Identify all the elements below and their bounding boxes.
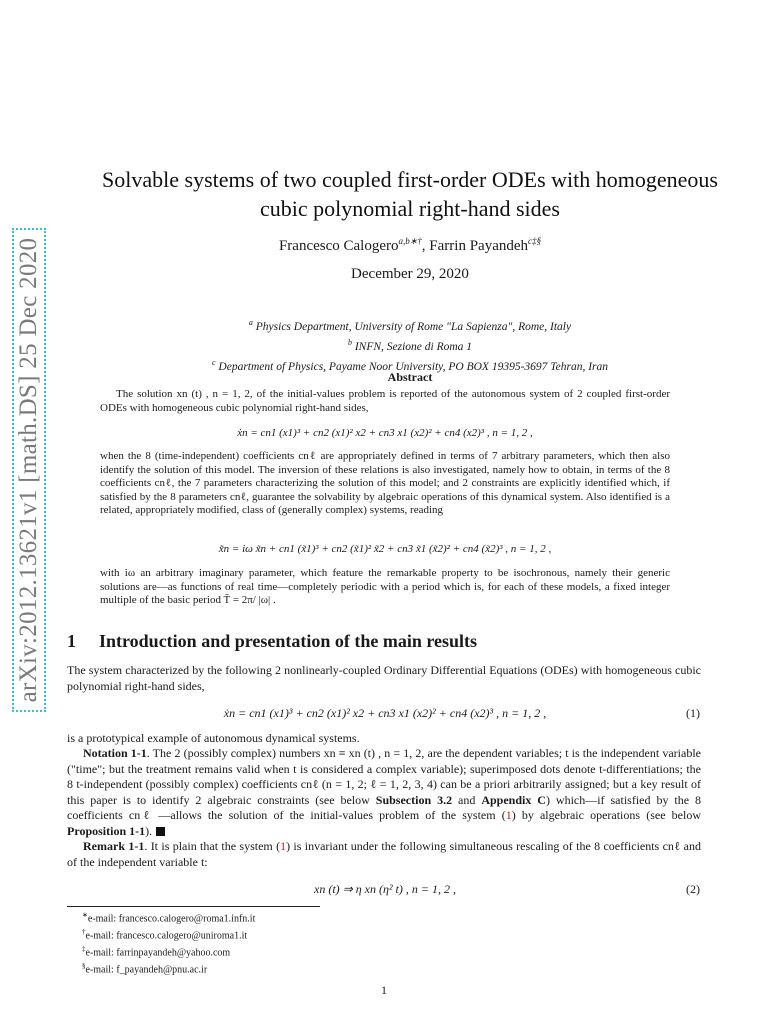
author-2: Farrin Payandeh (429, 238, 529, 254)
footnote-text: e-mail: f_payandeh@pnu.ac.ir (85, 964, 208, 976)
footnote (82, 943, 255, 960)
arxiv-identifier[interactable]: arXiv:2012.13621v1 [math.DS] 25 Dec 2020 (15, 237, 42, 703)
footnote (82, 909, 255, 926)
notation-text-4: ). (145, 823, 153, 838)
affiliation-text: Physics Department, University of Rome "La Sapienza", Rome, Italy (252, 320, 572, 333)
equation-ref-link[interactable]: 1 (505, 808, 512, 823)
affiliation-a (70, 315, 750, 335)
footnote-text: e-mail: francesco.calogero@uniroma1.it (85, 930, 248, 942)
title-line-2: cubic polynomial right-hand sides (260, 196, 560, 221)
remark-label: Remark 1-1 (83, 839, 145, 853)
equation-ref-link[interactable]: 1 (280, 839, 287, 853)
author-1: Francesco Calogero (278, 238, 399, 254)
affiliation-b (70, 335, 750, 355)
footnote (82, 926, 255, 943)
remark-text-2: ) is invariant under the following simultaneous rescaling of the 8 coefficients cnℓ and of the independent variable t: (67, 839, 702, 869)
intro-paragraph-1: The system characterized by the following 2 nonlinearly-coupled Ordinary Differential Equations (ODEs) with homogeneous cubic polynomial right-hand sides, (67, 663, 701, 693)
arxiv-stamp[interactable] (12, 228, 46, 712)
author-1-marks: a,b∗† (398, 236, 422, 246)
footnote-divider (67, 906, 320, 907)
intro-paragraph-2: is a prototypical example of autonomous dynamical systems. (67, 731, 360, 745)
footnotes (82, 909, 255, 977)
equation-1-number: (1) (686, 706, 700, 720)
footnote-mark: ∗ (82, 911, 88, 919)
notation-paragraph (67, 746, 701, 840)
author-2-marks: c‡§ (528, 236, 542, 246)
abstract-paragraph-3: with iω an arbitrary imaginary parameter, which feature the remarkable property to be isochronous, namely their generic solutions are—as functions of real time—completely periodic with a period which is, for each of these models, a fixed integer multiple of the basic period T̃ = 2π/ |ω| . (100, 567, 670, 607)
affiliation-mark: b (347, 337, 352, 347)
affiliation-mark: a (248, 318, 253, 327)
proposition-ref[interactable]: Proposition 1-1 (67, 823, 146, 838)
section-heading (67, 631, 477, 652)
footnote-mark: ‡ (82, 944, 86, 953)
footnote-text: e-mail: francesco.calogero@roma1.infn.it (87, 913, 256, 925)
title-line-1: Solvable systems of two coupled first-order ODEs with homogeneous (102, 167, 718, 192)
notation-label: Notation 1-1 (83, 746, 147, 760)
affiliation-text: Department of Physics, Payame Noor University, PO BOX 19395-3697 Tehran, Iran (215, 360, 608, 373)
footnote-mark: § (82, 961, 86, 970)
appendix-ref[interactable]: Appendix C (481, 792, 546, 807)
page-number: 1 (381, 983, 387, 997)
qed-square (156, 827, 165, 836)
remark-text: . It is plain that the system ( (144, 839, 281, 853)
remark-paragraph (67, 839, 701, 870)
affiliation-text: INFN, Sezione di Roma 1 (351, 340, 473, 353)
abstract-equation-1: ẋn = cn1 (x1)³ + cn2 (x1)² x2 + cn3 x1 (x2)² + cn4 (x2)³ , n = 1, 2 , (237, 427, 533, 439)
equation-2: xn (t) ⇒ η xn (η² t) , n = 1, 2 , (314, 882, 456, 896)
notation-text-3: ) by algebraic operations (see below (511, 808, 701, 823)
notation-text-2: ) which—if satisfied by the 8 coefficients cnℓ —allows the solution of the initial-values problem of the system ( (67, 792, 702, 823)
paper-date: December 29, 2020 (351, 266, 469, 282)
section-number: 1 (67, 631, 76, 651)
author-list (70, 236, 750, 255)
equation-2-number: (2) (686, 882, 700, 896)
subsection-ref[interactable]: Subsection 3.2 (375, 792, 453, 807)
footnote (82, 960, 255, 977)
author-separator: , (421, 238, 430, 254)
notation-text: . The 2 (possibly complex) numbers xn ≡ xn (t) , n = 1, 2, are the dependent variables; t is the independent variable ("time"; but the treatment remains valid when t is considered a complex variable); superimposed dots denote t-differentiations; the 8 t-independent (possibly complex) coefficients cnℓ (n = 1, 2; ℓ = 1, 2, 3, 4) can be a priori arbitrarily assigned; but a key result of this paper is to identify 2 algebraic constraints (see below (67, 746, 701, 807)
abstract-equation-2: x̃̇n = iω x̃n + cn1 (x̃1)³ + cn2 (x̃1)² x̃2 + cn3 x̃1 (x̃2)² + cn4 (x̃2)³ , n = 1, 2 , (218, 543, 552, 555)
notation-and: and (452, 792, 482, 807)
abstract-heading: Abstract (387, 370, 433, 384)
abstract-paragraph-2: when the 8 (time-independent) coefficients cnℓ are appropriately defined in terms of 7 arbitrary parameters, which then also identify the solution of this model. The inversion of these relations is also investigated, namely how to obtain, in terms of the 8 coefficients cnℓ, the 7 parameters characterizing the solution of this model; and 2 constraints are explicitly identified which, if satisfied by the 8 parameters cnℓ, guarantee the solvability by algebraic operations of this dynamical system. Also identified is a related, appropriately modified, class of (generally complex) systems, reading (100, 450, 670, 517)
paper-title (70, 165, 750, 223)
footnote-mark: † (82, 927, 86, 936)
footnote-text: e-mail: farrinpayandeh@yahoo.com (85, 947, 231, 959)
section-title: Introduction and presentation of the main results (99, 631, 478, 651)
affiliations (70, 315, 750, 374)
affiliation-mark: c (211, 357, 216, 367)
abstract-paragraph-1: The solution xn (t) , n = 1, 2, of the initial-values problem is reported of the autonomous system of 2 coupled first-order ODEs with homogeneous cubic polynomial right-hand sides, (100, 388, 670, 414)
equation-1: ẋn = cn1 (x1)³ + cn2 (x1)² x2 + cn3 x1 (x2)² + cn4 (x2)³ , n = 1, 2 , (223, 706, 547, 720)
